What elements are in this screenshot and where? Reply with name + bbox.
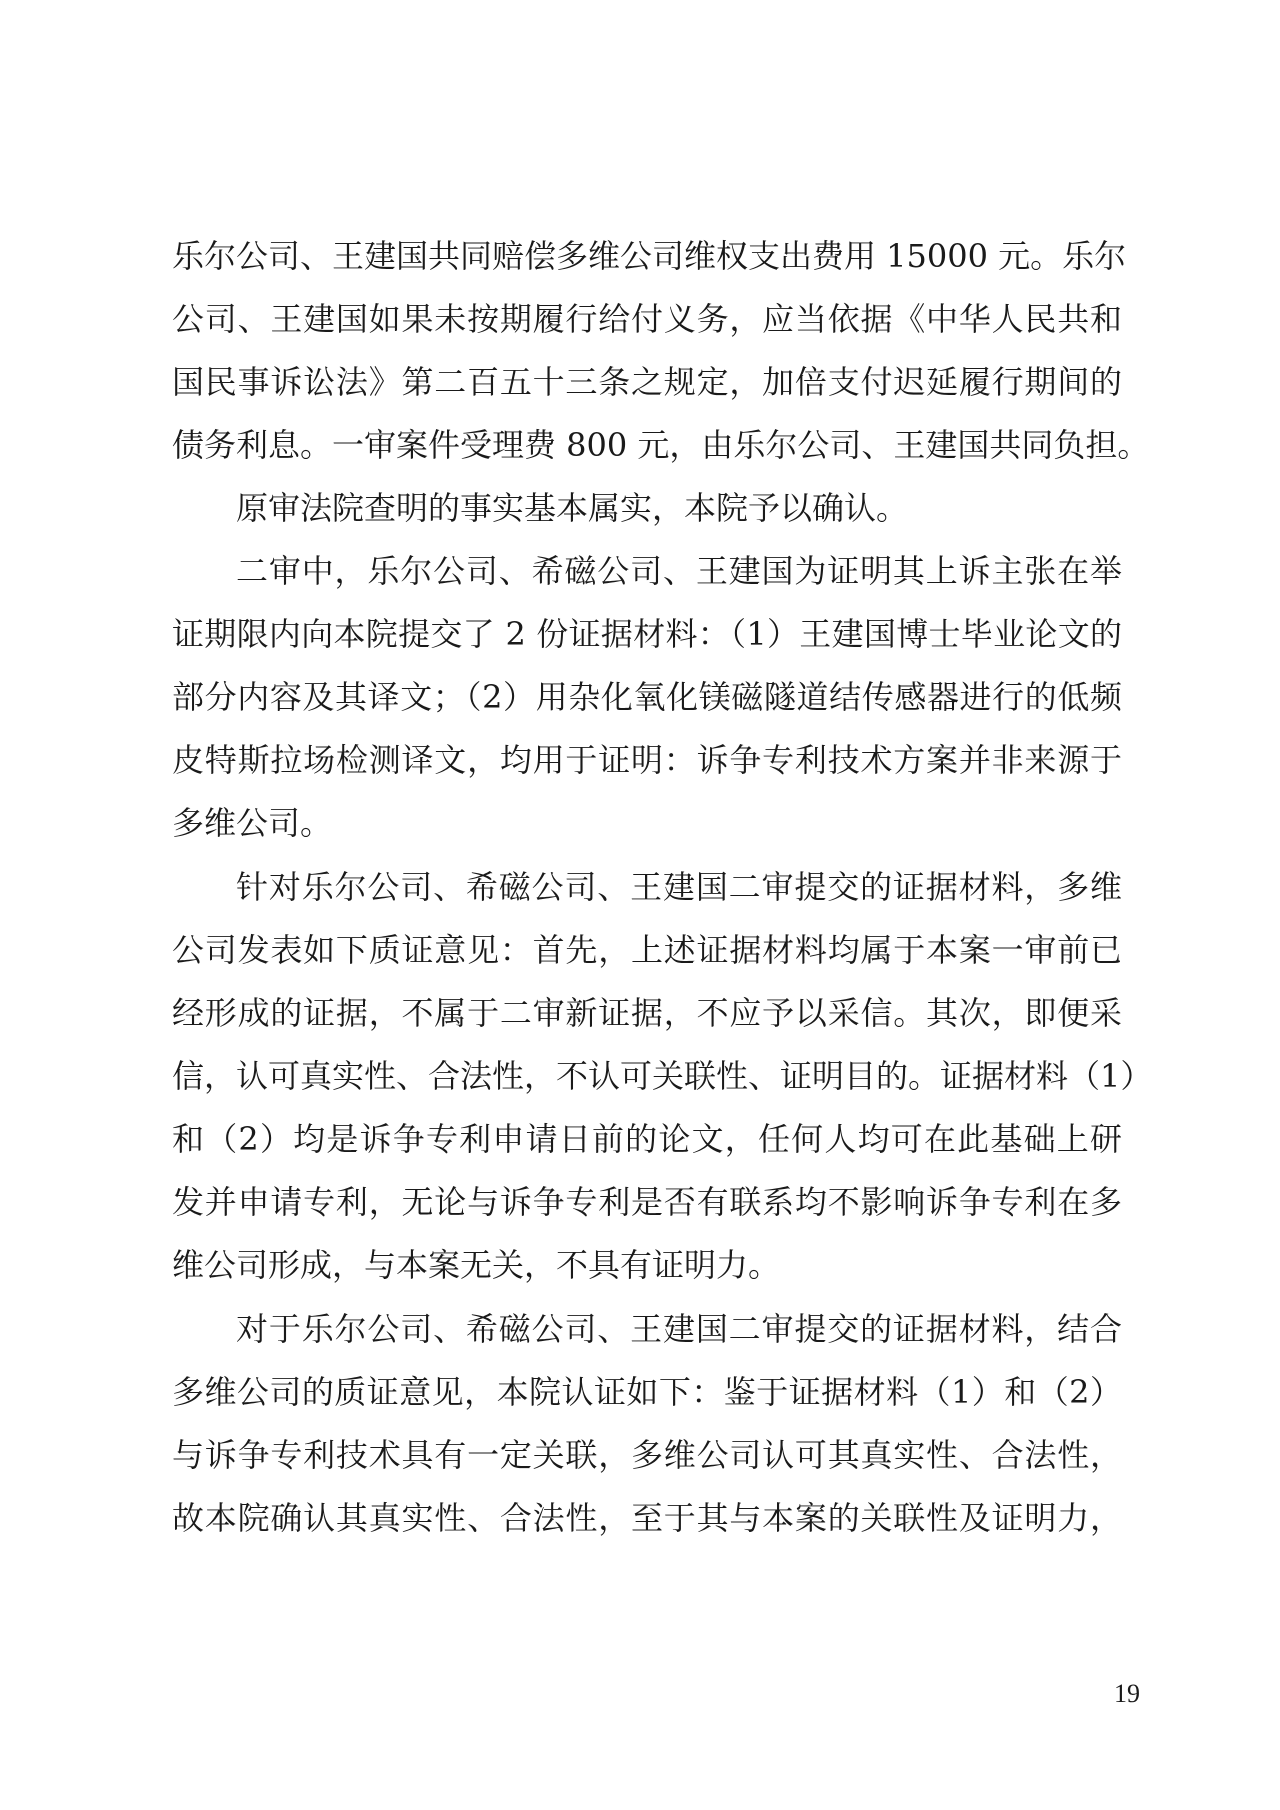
text-line: 针对乐尔公司、希磁公司、王建国二审提交的证据材料，多维 (236, 868, 1122, 906)
text-line: 公司发表如下质证意见：首先，上述证据材料均属于本案一审前已 (172, 931, 1122, 969)
text-line: 公司、王建国如果未按期履行给付义务，应当依据《中华人民共和 (172, 300, 1122, 338)
text-line: 发并申请专利，无论与诉争专利是否有联系均不影响诉争专利在多 (172, 1183, 1122, 1221)
page-number: 19 (1114, 1679, 1140, 1708)
text-line: 多维公司的质证意见，本院认证如下：鉴于证据材料（1）和（2） (172, 1373, 1122, 1411)
text-line: 信，认可真实性、合法性，不认可关联性、证明目的。证据材料（1） (172, 1057, 1153, 1095)
text-line: 故本院确认其真实性、合法性，至于其与本案的关联性及证明力， (172, 1499, 1122, 1537)
text-line: 二审中，乐尔公司、希磁公司、王建国为证明其上诉主张在举 (236, 552, 1122, 590)
text-line: 国民事诉讼法》第二百五十三条之规定，加倍支付迟延履行期间的 (172, 363, 1122, 401)
text-line: 经形成的证据，不属于二审新证据，不应予以采信。其次，即便采 (172, 994, 1122, 1032)
text-line: 原审法院查明的事实基本属实，本院予以确认。 (236, 489, 909, 527)
text-line: 皮特斯拉场检测译文，均用于证明：诉争专利技术方案并非来源于 (172, 741, 1122, 779)
text-line: 对于乐尔公司、希磁公司、王建国二审提交的证据材料，结合 (236, 1310, 1122, 1348)
text-line: 与诉争专利技术具有一定关联，多维公司认可其真实性、合法性， (172, 1436, 1122, 1474)
text-line: 证期限内向本院提交了 2 份证据材料：（1）王建国博士毕业论文的 (172, 615, 1122, 653)
text-line: 乐尔公司、王建国共同赔偿多维公司维权支出费用 15000 元。乐尔 (172, 237, 1127, 275)
text-line: 债务利息。一审案件受理费 800 元，由乐尔公司、王建国共同负担。 (172, 426, 1150, 464)
text-line: 部分内容及其译文；（2）用杂化氧化镁磁隧道结传感器进行的低频 (172, 678, 1122, 716)
text-line: 维公司形成，与本案无关，不具有证明力。 (172, 1246, 781, 1284)
text-line: 和（2）均是诉争专利申请日前的论文，任何人均可在此基础上研 (172, 1120, 1122, 1158)
text-line: 多维公司。 (172, 804, 333, 842)
